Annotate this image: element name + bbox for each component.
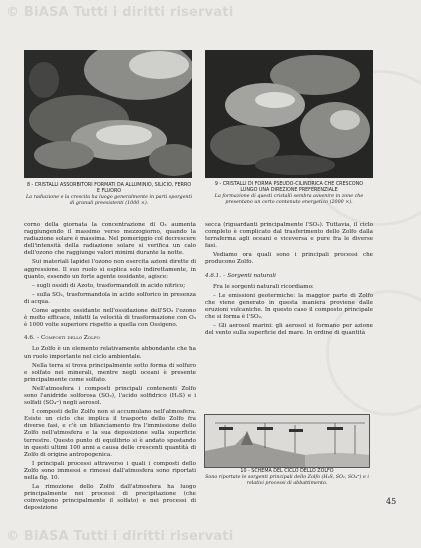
paragraph: secca (riguardanti principalmente l'SO₂). Tuttavia, il ciclo completo è complicato dal trasferimento dello Zolfo dalla terraferma agli oceani e viceversa e pure fra le diverse fasi.	[205, 222, 373, 250]
paragraph: Sui materiali lapidei l'ozono non esercita azioni dirette di aggressione. Il suo ruolo si esplica solo indirettamente, in quanto, essendo un forte agente ossidante, agisce:	[24, 259, 196, 280]
figure-9-caption	[206, 182, 372, 206]
paragraph: Nella terra si trova principalmente sotto forma di solfuro e solfato nei minerali, mentre negli oceani è presente principalmente come solfato.	[24, 362, 196, 383]
figure-9-photo	[205, 50, 373, 178]
figure-8-photo	[24, 50, 192, 178]
watermark-bottom: © BiASA Tutti i diritti riservati	[6, 529, 234, 544]
figure-10-title: 10 - SCHEMA DEL CICLO DELLO ZOLFO	[240, 469, 334, 474]
watermark-top: © BiASA Tutti i diritti riservati	[6, 5, 234, 20]
paragraph: – Gli aerosol marini: gli aerosol si formano per azione del vento sulla superficie del mare. In ordine di quantità	[205, 323, 373, 337]
paragraph: I principali processi attraverso i quali i composti dello Zolfo sono immessi e rimossi dall'atmosfera sono riportati nella fig. 10.	[24, 460, 196, 481]
list-item: – sulla SO₂, trasformandola in acido solforico in presenza di acqua.	[24, 291, 196, 305]
paragraph: Vediamo ora quali sono i principali processi che producono Zolfo.	[205, 252, 373, 266]
paragraph: – Le emissioni geotermiche: la maggior parte di Zolfo che viene generato in questa maniera proviene dalle eruzioni vulcaniche. In questo caso il composto principale che si forma è l'SO₂.	[205, 292, 373, 321]
page-number: 45	[386, 497, 397, 506]
paragraph: La rimozione dello Zolfo dall'atmosfera ha luogo principalmente nei processi di precipitazione (che coinvolgono principalmente il solfato) e nei processi di deposizione	[24, 484, 196, 512]
paragraph: Lo Zolfo è un elemento relativamente abbondante che ha un ruolo importante nel ciclo ambientale.	[24, 346, 196, 360]
figure-10-caption-text: Sono riportate le sorgenti principali dello Zolfo (H₂S, SO₂, SO₄⁼) e i relativi processi di abbattimento.	[205, 475, 369, 486]
list-item: – sugli ossidi di Azoto, trasformandoli in acido nitrico;	[32, 282, 186, 289]
paragraph: Nell'atmosfera i composti principali contenenti Zolfo sono l'anidride solforosa (SO₂), l'acido solfidrico (H₂S) e i solfati (SO₄⁼) negli aerosol.	[24, 385, 196, 407]
paragraph: corno della giornata la concentrazione di O₃ aumenta raggiungendo il massimo verso mezzogiorno, quando la radiazione solare è massima. Nel pomeriggio col decrescere dell'intensità della radiazione solare si verifica un calo dell'ozono che raggiunge valori minimi durante la notte.	[24, 222, 196, 257]
paragraph: Fra le sorgenti naturali ricordiamo:	[213, 283, 314, 290]
paragraph: I composti dello Zolfo non si accumulano nell'atmosfera. Esiste un ciclo che implica il trasporto dello Zolfo fra diverse fasi, e c'è un bilanciamento fra l'immissione dello Zolfo nell'atmosfera e la sua deposizione sulla superficie terrestre. Questo punto di equilibrio si è andato spostando in questi ultimi 100 anni a causa delle crescenti quantità di Zolfo di origine antropogenica.	[24, 409, 196, 458]
paragraph: Come agente ossidante nell'ossidazione dell'SO₂ l'ozono è molto efficace, infatti la velocità di trasformazione con O₃ è 1000 volte superiore rispetto a quella con Ossigeno.	[24, 308, 196, 329]
figure-9-caption-text: La formazione di questi cristalli sembra avvenire in zone che presentano un certo contenuto energetico (2000 ×).	[214, 194, 364, 205]
figure-9-title: 9 - CRISTALLI DI FORMA PSEUDO-CILINDRICA CHE CRESCONO LUNGO UNA DIREZIONE PREFERENZIALE	[214, 182, 364, 193]
figure-8-title: 8 - CRISTALLI ASSORBITORI FORMATI DA ALLUMINIO, SILICIO, FERRO E FLUORO	[26, 183, 192, 194]
right-column	[205, 222, 373, 339]
section-heading: 4.6. – Composti dello Zolfo	[24, 335, 100, 342]
section-heading: 4.6.1. – Sorgenti naturali	[205, 272, 276, 279]
left-column	[24, 222, 196, 514]
figure-10-sulfur-cycle-diagram	[204, 414, 370, 468]
figure-8-caption-text: La radiazione e la crescita ha luogo generalmente in parti sporgenti di granuli preesistenti (1000 ×).	[26, 195, 192, 206]
figure-8-caption	[26, 183, 192, 207]
figure-10-caption	[204, 469, 370, 487]
